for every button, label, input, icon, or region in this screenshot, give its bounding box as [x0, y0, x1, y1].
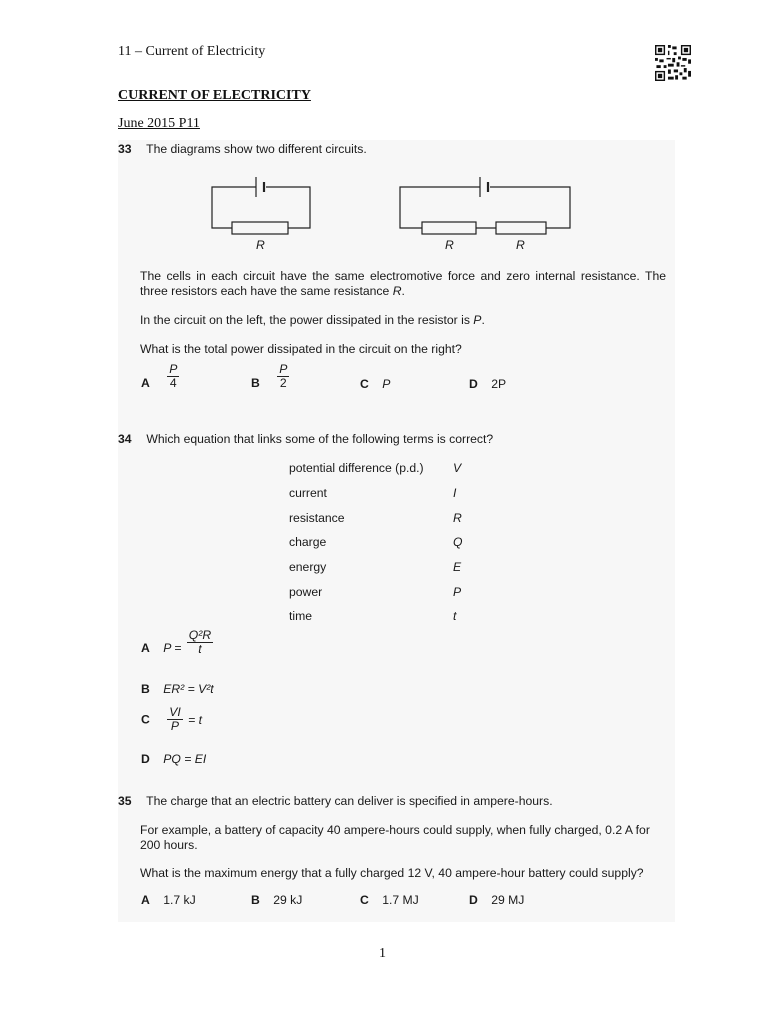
q33-option-c: C P: [360, 377, 391, 391]
page-number: 1: [379, 946, 386, 961]
running-header: 11 – Current of Electricity: [118, 44, 266, 59]
q33-para1-text: The cells in each circuit have the same electromotive force and zero internal resistance. The three resistors each have the same resistance: [140, 269, 666, 298]
q34-term-name: energy: [289, 560, 327, 574]
q34-term-name: time: [289, 609, 313, 623]
q35-stem: [118, 794, 553, 809]
q35-option-a: A 1.7 kJ: [141, 893, 196, 907]
q33-left-resistor-label: R: [256, 238, 265, 252]
q33-question: What is the total power dissipated in the circuit on the right?: [140, 342, 462, 356]
q34-term-name: resistance: [289, 511, 345, 525]
paper-reference: June 2015 P11: [118, 116, 200, 131]
q34-option-d: D PQ = EI: [141, 752, 207, 766]
q33-para2-text: In the circuit on the left, the power dissipated in the resistor is: [140, 313, 474, 327]
section-title: CURRENT OF ELECTRICITY: [118, 88, 311, 103]
q33-para2-var: P: [473, 313, 482, 327]
qr-code-icon: [655, 45, 691, 81]
q34-term-symbol: P: [453, 585, 462, 599]
q34-stem: [118, 432, 493, 447]
q34-term-symbol: I: [453, 486, 457, 500]
q34-term-name: power: [289, 585, 323, 599]
q35-stem-text: The charge that an electric battery can deliver is specified in ampere-hours.: [146, 794, 553, 808]
q34-term-symbol: E: [453, 560, 462, 574]
q34-option-a: A P = $\frac{\text{Q²R}}{t}$: [141, 628, 212, 657]
q33-option-b: B $\frac{P}{2}$: [251, 362, 288, 391]
q34-term-symbol: R: [453, 511, 462, 525]
right-circuit: [400, 177, 570, 234]
q33-option-a: A $\frac{P}{4}$: [141, 362, 178, 391]
q35-option-b: B 29 kJ: [251, 893, 303, 907]
q35-question: What is the maximum energy that a fully charged 12 V, 40 ampere-hour battery could supply?: [140, 866, 644, 880]
q33-stem-text: The diagrams show two different circuits.: [146, 142, 367, 156]
q34-term-name: current: [289, 486, 327, 500]
q33-paragraph-2: In the circuit on the left, the power dissipated in the resistor is P.: [140, 313, 485, 327]
q34-number: 34: [118, 432, 132, 446]
q33-paragraph-1: The cells in each circuit have the same electromotive force and zero internal resistance. The three resistors each have the same resistance R.: [140, 269, 666, 298]
q34-term-symbol: t: [453, 609, 457, 623]
q34-option-c: C $\frac{VI}{P}$ = t: [141, 705, 202, 733]
q35-option-d: D 29 MJ: [469, 893, 525, 907]
q34-option-b: B ER² = V²t: [141, 682, 214, 696]
left-circuit: [212, 177, 310, 234]
q33-para1-var: R: [392, 284, 402, 298]
q34-stem-text: Which equation that links some of the following terms is correct?: [146, 432, 494, 446]
q33-right-resistor-label-2: R: [516, 238, 525, 252]
q34-term-symbol: Q: [453, 535, 463, 549]
q35-paragraph-1: For example, a battery of capacity 40 ampere-hours could supply, when fully charged, 0.2 A for 200 hours.: [140, 823, 650, 852]
q33-stem: [118, 142, 367, 157]
q33-number: 33: [118, 142, 132, 156]
q35-number: 35: [118, 794, 132, 808]
q35-option-c: C 1.7 MJ: [360, 893, 419, 907]
q34-term-name: charge: [289, 535, 327, 549]
q33-option-d: D 2P: [469, 377, 507, 391]
q34-term-name: potential difference (p.d.): [289, 461, 424, 475]
q33-right-resistor-label-1: R: [445, 238, 454, 252]
q34-term-symbol: V: [453, 461, 462, 475]
